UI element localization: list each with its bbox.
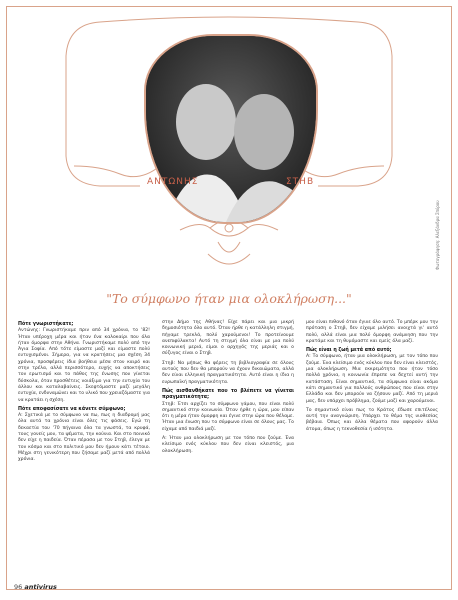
- answer-paragraph: Α: Σχετικά με το σύμφωνο να πω, πως η διαδρομή μας όλα αυτά τα χρόνια είναι όλες τις φάσεις. Εγώ τη δεκαετία του '70 πήγαινα όλα τα γνωστά, τα κρυφά, τους γονείς μου, τα ψέματα, την κούνια. Και στο ποινικό δεν είχε η παιδεία. Όταν πέρασα με τον Στηβ, έλεγα με τον κόσμο και στο πολιτικό μου δεν ήμουν κάτι τέτοιο. Μέχρι στη γενικότερη που ζήσαμε μαζί μετά από πολλά χρόνια.: [18, 413, 150, 463]
- text-column-3: [306, 320, 438, 436]
- answer-paragraph: Α: Το σύμφωνο, ήταν μια ολοκλήρωση, με τον τόπο που ζούμε. Ένα κλείσιμο ενός κύκλου που δεν είναι κλειστός, μια ολοκλήρωση. Μια εκκρεμότητα που ήταν τόσο πολλά χρόνια, η κοινωνία έπρεπε να δεχτεί αυτή την κατάσταση. Είναι σημαντικό, τα σύμφωνα είναι ακόμα κάτι σημαντικό για πολλούς ανθρώπους που είναι στην Ελλάδα και δεν μπορούν να ζήσουν μαζί. Από τη μεριά μας, δεν υπάρχει πρόβλημα, ζούμε μαζί και χαρούμενοι.: [306, 354, 438, 404]
- answer-paragraph: Στηβ: Να μήπως θα φέρεις τη βιβλιογραφία σε όλους αυτούς που δεν θα μπορούν να έχουν δικαιώματα, αλλά δεν είναι ελληνική πραγματικότητα. Αυτό είναι η ίδια η ευρωπαϊκή πραγματικότητα.: [162, 360, 294, 385]
- text-column-2: [162, 320, 294, 458]
- pull-quote: "Το σύμφωνο ήταν μια ολοκλήρωση...": [106, 291, 352, 306]
- name-right-caption: ΣΤΗΒ: [286, 177, 315, 187]
- answer-paragraph: στην Δήμο της Αθήνας! Είχε πάρει και μια μικρή δημοσιότητα όλο αυτό. Όταν ήρθε η κατάλληλη στιγμή, πήγαμε τρεκλά, πολύ χαρούμενοι! Το προτείνουμε ανεπιφύλακτα! Αυτό τη στιγμή όλα είναι με μια πολύ κοινωνική μεριά, είμαι ο αρχηγός της μεριάς και ο σύζυγος είναι ο Στηβ.: [162, 320, 294, 357]
- question-heading: Πώς αισθανθήκατε που το βλέπετε να γίνεται πραγματικότητα;: [162, 388, 294, 401]
- answer-paragraph: Αντώνης: Γνωριστήκαμε πριν από 34 χρόνια, το '82! Ήταν υπέροχη μέρα και ήταν ένα καλοκαίρι που όλα ήταν όμορφα στην Αθήνα. Γνωριστήκαμε πολύ από την Άγια Σοφία. Από τότε είμαστε μαζί και είμαστε πολύ ευτυχισμένοι. Σήμερα, για να κρατήσεις μια σχέση 34 χρόνια, προσφέρεις ίδια βοήθεια μέσα στον καιρό και στην τρέλα, αλλά περισσότερο, ευχής να αποκτήσεις τον ερωτισμό και το πάθος της ένωσης που γίνεται δύσκολα, όταν προσθέτεις νοιάξιμο για την ευτυχία του άλλου και καταλαβαίνεις. Σκεφτόμαστε μαζί μεγάλη ευτυχία, ενδυναμώνει και το υλικό που χρειαζόμαστε για να κρατάει η σχέση.: [18, 328, 150, 403]
- answer-paragraph: Α: Ήταν μια ολοκλήρωση με τον τόπο που ζούμε. Ένα κλείσιμο ενός κύκλου που δεν είναι κλειστός, μια ολοκλήρωση.: [162, 436, 294, 454]
- answer-paragraph: Το σημαντικό είναι πως το Κράτος έδωσε επιτέλους αυτή την αναγνώριση. Υπάρχει το θέμα της υιοθεσίας βέβαια. Όπως και άλλα θέματα που αφορούν άλλα άτομα, όπως η τεκνοθεσία ή ισότητα.: [306, 407, 438, 432]
- question-heading: Πότε αποφασίσατε να κάνετε σύμφωνο;: [18, 406, 126, 412]
- photo-frame: [60, 16, 398, 284]
- question-heading: Πότε γνωριστήκατε;: [18, 322, 74, 327]
- name-left-caption: ΑΝΤΩΝΗΣ: [147, 177, 199, 187]
- portrait-image: [146, 36, 316, 222]
- magazine-logo: antivirus: [24, 583, 57, 591]
- page-footer: [14, 583, 57, 591]
- answer-paragraph: μου είναι πιθανό όταν έγινε όλο αυτό. Το μπέρκ μου την πρόταση ο Στηβ, δεν είχαμε μιλήσει ανοιχτά γι' αυτό πολύ, αλλά είναι μια πολύ όμορφη ανάμνηση που την κρατάμε και τη θυμόμαστε και εμείς όλα μαζί.: [306, 320, 438, 344]
- answer-paragraph: Στηβ: Έτσι αρχίζει το σύμφωνο γάμου, που είναι πολύ σημαντικό στην κοινωνία. Όταν ήρθε η ώρα, μου είπαν ότι η μέρα ήταν όμορφη και έγινε στην ώρα που θέλαμε. Ήταν μια ένωση που το σύμφωνο είναι σε όλους μας. Το είχαμε από παιδιά μαζί.: [162, 401, 294, 432]
- question-heading: Πώς είναι η ζωή μετά από αυτό;: [306, 348, 392, 354]
- page-number: 96: [14, 583, 23, 591]
- text-column-1: [18, 320, 150, 467]
- photo-credit: Φωτογράφηση: Αλεξάνδρα Σπύρου: [435, 200, 440, 270]
